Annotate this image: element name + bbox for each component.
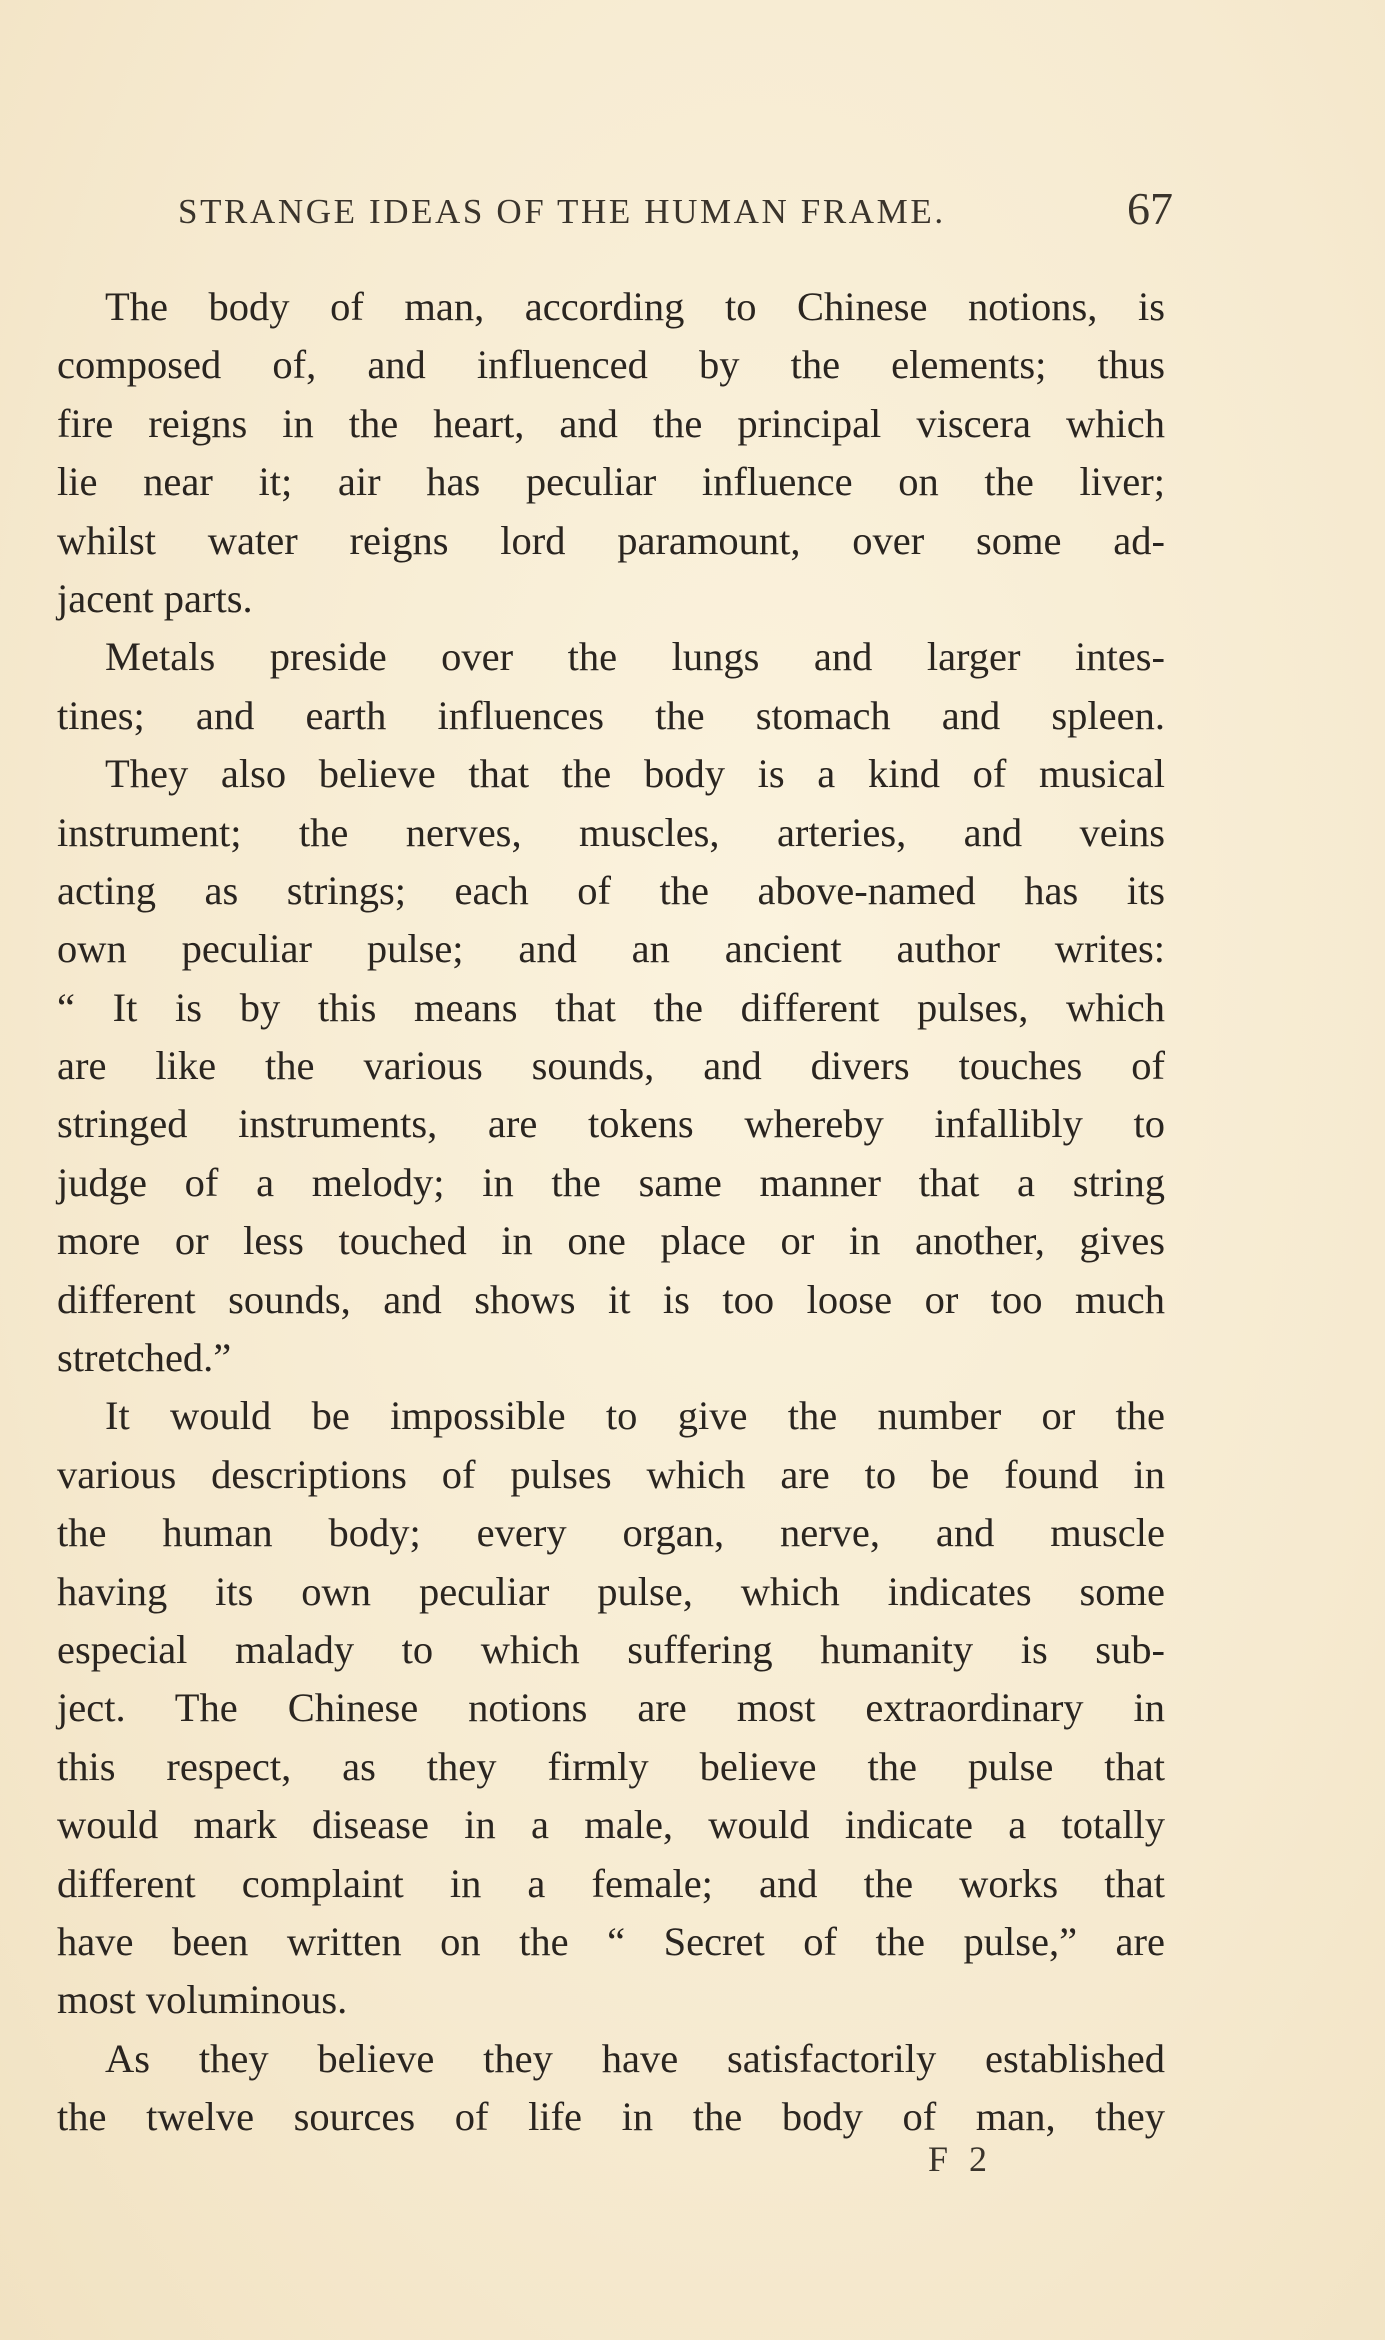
signature-mark: F 2 bbox=[928, 2139, 994, 2179]
running-head-title: STRANGE IDEAS OF THE HUMAN FRAME. bbox=[178, 192, 946, 231]
text-line: the human body; every organ, nerve, and muscle bbox=[57, 1510, 1165, 1556]
text-line: fire reigns in the heart, and the principal viscera which bbox=[57, 400, 1165, 446]
body-text bbox=[57, 278, 1165, 2147]
text-line: stretched.” bbox=[57, 1335, 232, 1381]
text-line: “ It is by this means that the different pulses, which bbox=[57, 984, 1165, 1030]
text-line: As they believe they have satisfactorily established bbox=[105, 2035, 1165, 2081]
text-line: the twelve sources of life in the body of man, they bbox=[57, 2094, 1165, 2140]
text-line: The body of man, according to Chinese notions, is bbox=[105, 284, 1165, 329]
text-line: judge of a melody; in the same manner that a string bbox=[57, 1159, 1165, 1205]
text-line: most voluminous. bbox=[57, 1977, 348, 2023]
text-line: more or less touched in one place or in another, gives bbox=[57, 1218, 1165, 1264]
text-line: different sounds, and shows it is too loose or too much bbox=[57, 1276, 1165, 1322]
text-line: acting as strings; each of the above-named has its bbox=[57, 867, 1165, 913]
text-line: It would be impossible to give the number or the bbox=[105, 1393, 1165, 1439]
text-line: are like the various sounds, and divers touches of bbox=[57, 1043, 1165, 1089]
text-line: Metals preside over the lungs and larger intes- bbox=[105, 634, 1165, 680]
text-line: lie near it; air has peculiar influence on the liver; bbox=[57, 459, 1165, 505]
text-line: tines; and earth influences the stomach and spleen. bbox=[57, 692, 1165, 738]
text-line: this respect, as they firmly believe the pulse that bbox=[57, 1743, 1165, 1789]
text-line: instrument; the nerves, muscles, arteries, and veins bbox=[57, 809, 1165, 855]
text-line: have been written on the “ Secret of the pulse,” are bbox=[57, 1918, 1165, 1964]
text-line: They also believe that the body is a kind of musical bbox=[105, 751, 1165, 797]
text-line: whilst water reigns lord paramount, over some ad- bbox=[57, 517, 1165, 563]
text-line: stringed instruments, are tokens whereby infallibly to bbox=[57, 1101, 1165, 1147]
text-line: having its own peculiar pulse, which indicates some bbox=[57, 1568, 1165, 1614]
text-line: different complaint in a female; and the works that bbox=[57, 1860, 1165, 1906]
text-line: composed of, and influenced by the elements; thus bbox=[57, 342, 1165, 388]
text-line: especial malady to which suffering humanity is sub- bbox=[57, 1626, 1165, 1672]
text-line: would mark disease in a male, would indicate a totally bbox=[57, 1802, 1165, 1848]
text-line: jacent parts. bbox=[57, 575, 253, 621]
text-line: various descriptions of pulses which are to be found in bbox=[57, 1451, 1165, 1497]
running-head bbox=[178, 182, 1173, 242]
text-line: own peculiar pulse; and an ancient author writes: bbox=[57, 926, 1165, 972]
text-line: ject. The Chinese notions are most extraordinary in bbox=[57, 1685, 1165, 1731]
page-number: 67 bbox=[1127, 183, 1173, 234]
